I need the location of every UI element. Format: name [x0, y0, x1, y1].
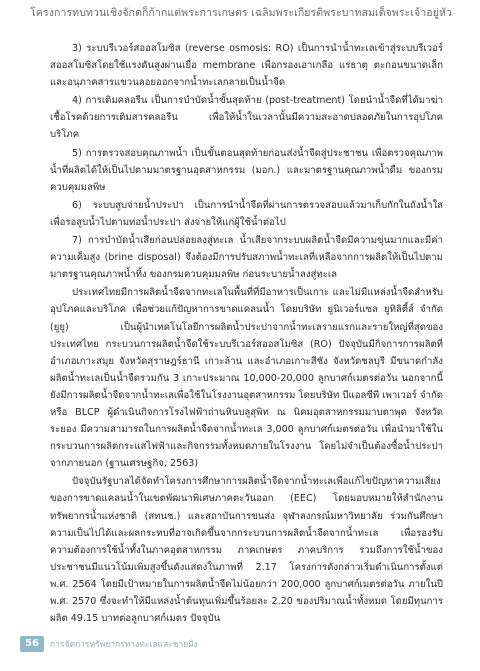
paragraph-item-6: 6) ระบบสูบจ่ายน้ำประปา เป็นการนำน้ำจืดที่ผ่านการตรวจสอบแล้วมาเก็บกักในถังน้ำใส เพื่อรอสูบน้ำไปตามท่อน้ำประปา ส่งจ่ายให้แก่ผู้ใช้น้ำต่อไป [50, 199, 443, 228]
paragraph-item-5: 5) การตรวจสอบคุณภาพน้ำ เป็นขั้นตอนสุดท้ายก่อนส่งน้ำจืดสู่ประชาชน เพื่อตรวจคุณภาพน้ำที่ผลิตได้ให้เป็นไปตามมาตรฐานอุตสาหกรรม (มอก.) และมาตรฐานคุณภาพน้ำดื่ม ของกรมควบคุมมลพิษ [50, 147, 443, 193]
paragraph-thailand-production: ประเทศไทยมีการผลิตน้ำจืดจากทะเลในพื้นที่ที่มีอาหารเป็นเกาะ และไม่มีแหล่งน้ำจืดสำหรับอุปโภคและบริโภค เพื่อช่วยแก้ปัญหาการขาดแคลนน้ำ โดยบริษัท ยูนิเวอร์แซล ยูทิลิตี้ส์ จำกัด (ยูยู) เป็นผู้นำเทคโนโลยีการผลิตน้ำประปาจากน้ำทะเลรายแรกและรายใหญ่ที่สุดของประเทศไทย กระบวนการผลิตน้ำจืดใช้ระบบรีเวอร์สออสโมซิส (RO) ปัจจุบันมีกิจการการผลิตที่ อำเภอเกาะสมุย จังหวัดสุราษฎร์ธานี เกาะล้าน และอำเภอเกาะสีชัง จังหวัดชลบุรี มีขนาดกำลังผลิตน้ำทะเลเป็นน้ำจืดรวมกัน 3 เกาะประมาณ 10,000-20,000 ลูกบาศก์เมตรต่อวัน นอกจากนี้ยังมีการผลิตน้ำจืดจากน้ำทะเลเพื่อใช้ในโรงงานอุตสาหกรรม โดยบริษัท บีแอลซีพี เพาเวอร์ จำกัด หรือ BLCP ผู้ดำเนินกิจการโรงไฟฟ้าถ่านหินบลูสุพิท ณ นิคมอุตสาหกรรมมาบตาพุด จังหวัดระยอง มีความสามารถในการผลิตน้ำจืดจากน้ำทะเล 3,000 ลูกบาศก์เมตรต่อวัน เพื่อนำมาใช้ในกระบวนการผลิตกระแสไฟฟ้าและกิจกรรมทั้งหมดภายในโรงงาน โดยไม่จำเป็นต้องซื้อน้ำประปาจากภายนอก (ฐานเศรษฐกิจ, 2563) [50, 287, 443, 470]
running-header [0, 0, 480, 22]
footer-title: การจัดการทรัพยากรทางทะเลและชายฝั่ง [50, 640, 198, 650]
paragraph-item-3: 3) ระบบรีเวอร์สออสโมซิส (reverse osmosis: RO) เป็นการนำน้ำทะเลเข้าสู่ระบบรีเวอร์สออสโมซิสโดยใช้แรงดันสูงผ่านเยื่อ membrane เพื่อกรองเอาเกลือ แร่ธาตุ ตะกอนขนาดเล็ก และอนุภาคสารแขวนลอยออกจากน้ำทะเลกลายเป็นน้ำจืด [50, 43, 443, 89]
page-footer [20, 634, 197, 654]
body-text [50, 40, 443, 627]
header-title: โครงการทบทวนเชิงจักตก็ก้ากแต่พระการเกษตร เฉลิมพระเกียรติพระบาทสมเด็จพระเจ้าอยู่หัว [30, 7, 452, 19]
paragraph-item-4: 4) การเติมคลอรีน เป็นการบำบัดน้ำขั้นสุดท้าย (post-treatment) โดยนำน้ำจืดที่ได้มาฆ่าเชื้อโรคด้วยการเติมสารคลอรีน เพื่อให้น้ำในเวลานั้นมีความสะอาดปลอดภัยในการอุปโภคบริโภค [50, 95, 443, 141]
page-number: 56 [20, 636, 44, 652]
paragraph-item-7: 7) การบำบัดน้ำเสียก่อนปล่อยลงสู่ทะเล น้ำเสียจากระบบผลิตน้ำจืดมีความขุ่นมากและมีค่าความเค็มสูง (brine disposal) จึงต้องมีการปรับสภาพน้ำทะเลที่เหลือจากการผลิตให้เป็นไปตามมาตรฐานคุณภาพน้ำทิ้ง ของกรมควบคุมมลพิษ ก่อนระบายน้ำลงสู่ทะเล [50, 235, 443, 281]
paragraph-government-project: ปัจจุบันรัฐบาลได้จัดทำโครงการศึกษาการผลิตน้ำจืดจากน้ำทะเลเพื่อแก้ไขปัญหาความเสี่ยงของการขาดแคลนน้ำในเขตพัฒนาพิเศษภาคตะวันออก (EEC) โดยมอบหมายให้สำนักงานทรัพยากรน้ำแห่งชาติ (สทนช.) และสถาบันการขนส่ง จุฬาลงกรณ์มหาวิทยาลัย ร่วมกันศึกษาความเป็นไปได้และผลกระทบที่อาจเกิดขึ้นจากกระบวนการผลิตน้ำจืดจากน้ำทะเล เพื่อรองรับความต้องการใช้น้ำทั้งในภาคอุตสาหกรรม ภาคเกษตร ภาคบริการ รวมถึงการใช้น้ำของประชาชนมีแนวโน้มเพิ่มสูงขึ้นดังแสดงในภาพที่ 2.17 โครงการดังกล่าวเริ่มดำเนินการตั้งแต่ พ.ศ. 2564 โดยมีเป้าหมายในการผลิตน้ำจืดไม่น้อยกว่า 200,000 ลูกบาศก์เมตรต่อวัน ภายในปี พ.ศ. 2570 ซึ่งจะทำให้มีแหล่งน้ำต้นทุนเพิ่มขึ้นร้อยละ 2.20 ของปริมาณน้ำทั้งหมด โดยมีทุนการผลิต 49.15 บาทต่อลูกบาศก์เมตร ปัจจุบัน [50, 476, 443, 625]
